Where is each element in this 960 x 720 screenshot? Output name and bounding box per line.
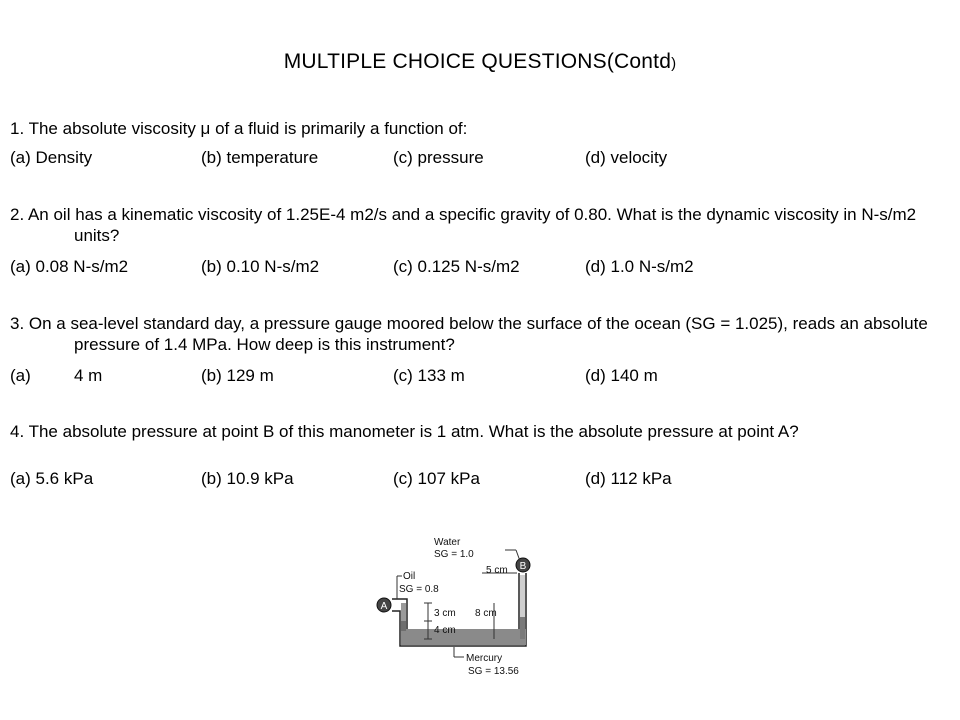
- option-c: (c) 107 kPa: [393, 469, 480, 488]
- option-d: (d) 140 m: [585, 366, 658, 385]
- option-a: (a) Density: [10, 148, 93, 167]
- question-4: [10, 421, 930, 442]
- dim-3cm: 3 cm: [434, 608, 456, 619]
- oil-label: Oil: [403, 571, 416, 582]
- option-a: [10, 366, 103, 386]
- option-a: (a) 0.08 N-s/m2: [10, 257, 129, 276]
- question-stem: 3. On a sea-level standard day, a pressure gauge moored below the surface of the ocean (SG = 1.025), reads an absolute pressure of 1.4 MPa. How deep is this instrument?: [10, 314, 928, 354]
- mercury-left: [401, 621, 406, 631]
- water-column: [520, 575, 525, 617]
- option-a-label: (a): [10, 366, 31, 385]
- option-c: (c) pressure: [393, 148, 484, 167]
- option-a-value: 4 m: [74, 366, 103, 385]
- oil-sg: SG = 0.8: [399, 584, 439, 595]
- option-b: (b) temperature: [201, 148, 319, 167]
- option-c: (c) 0.125 N-s/m2: [393, 257, 520, 276]
- point-b-label: B: [519, 561, 527, 572]
- point-a-label: A: [380, 601, 388, 612]
- option-b: (b) 129 m: [201, 366, 274, 385]
- dim-8cm: 8 cm: [475, 608, 497, 619]
- dim-5cm: 5 cm: [486, 565, 508, 576]
- question-2: [10, 204, 930, 246]
- title-paren: ): [671, 55, 677, 72]
- page-title: [0, 50, 960, 74]
- title-main: MULTIPLE CHOICE QUESTIONS(Contd: [283, 50, 672, 73]
- question-1: [10, 118, 930, 139]
- option-d: (d) 1.0 N-s/m2: [585, 257, 694, 276]
- dim-4cm: 4 cm: [434, 625, 456, 636]
- option-d: (d) velocity: [585, 148, 668, 167]
- water-sg: SG = 1.0: [434, 549, 474, 560]
- mercury-label: Mercury: [466, 653, 503, 664]
- option-c: (c) 133 m: [393, 366, 465, 385]
- mercury-right: [520, 617, 525, 639]
- question-3: [10, 313, 930, 355]
- question-stem: 4. The absolute pressure at point B of this manometer is 1 atm. What is the absolute pressure at point A?: [10, 422, 799, 441]
- option-d: (d) 112 kPa: [585, 469, 672, 488]
- question-stem: 2. An oil has a kinematic viscosity of 1.25E-4 m2/s and a specific gravity of 0.80. What is the dynamic viscosity in N-s/m2 units?: [10, 205, 917, 245]
- mercury-bottom: [401, 629, 526, 645]
- question-stem: 1. The absolute viscosity μ of a fluid is primarily a function of:: [10, 119, 468, 138]
- option-b: (b) 10.9 kPa: [201, 469, 294, 488]
- water-label: Water: [434, 537, 461, 548]
- mercury-sg: SG = 13.56: [468, 666, 519, 677]
- option-a: (a) 5.6 kPa: [10, 469, 94, 488]
- manometer-diagram: [372, 533, 545, 685]
- option-b: (b) 0.10 N-s/m2: [201, 257, 320, 276]
